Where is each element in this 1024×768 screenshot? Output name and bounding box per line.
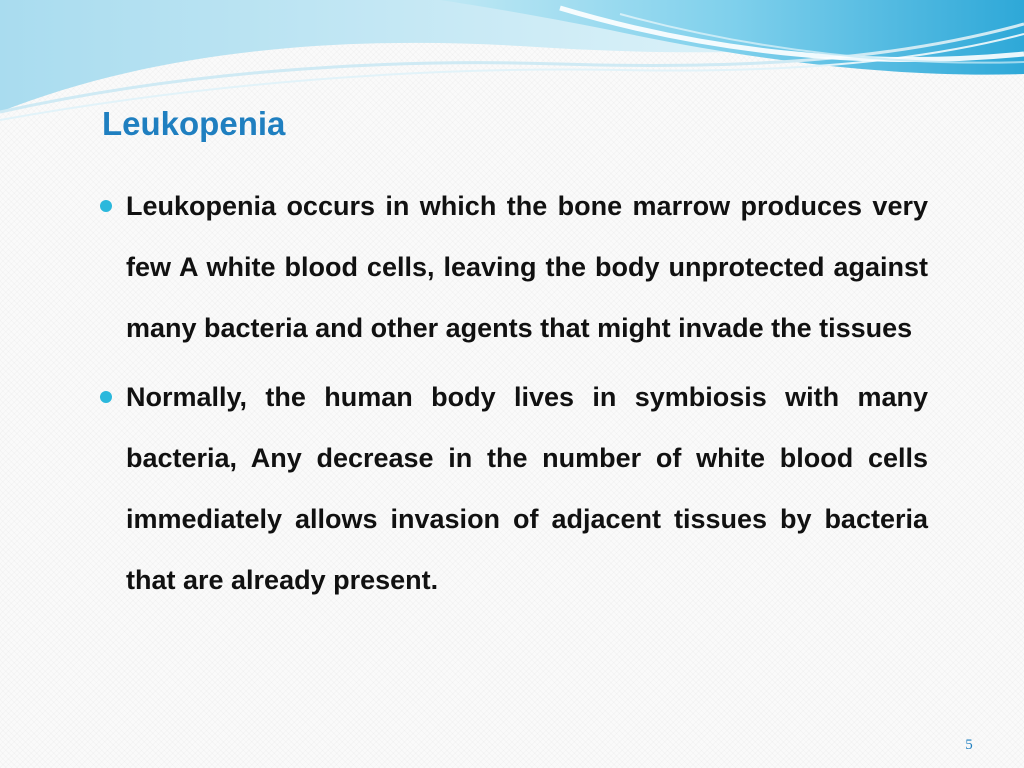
bullet-dot-icon [100, 391, 112, 403]
slide-content [96, 176, 928, 619]
page-number: 5 [965, 737, 973, 753]
bullet-item [96, 176, 928, 359]
bullet-text: Leukopenia occurs in which the bone marrow produces very few A white blood cells, leaving the body unprotected against many bacteria and other agents that might invade the tissues [126, 191, 928, 343]
bullet-text: Normally, the human body lives in symbiosis with many bacteria, Any decrease in the number of white blood cells immediately allows invasion of adjacent tissues by bacteria that are already present. [126, 382, 928, 595]
bullet-item [96, 367, 928, 611]
bullet-dot-icon [100, 200, 112, 212]
slide-title: Leukopenia [102, 105, 286, 142]
